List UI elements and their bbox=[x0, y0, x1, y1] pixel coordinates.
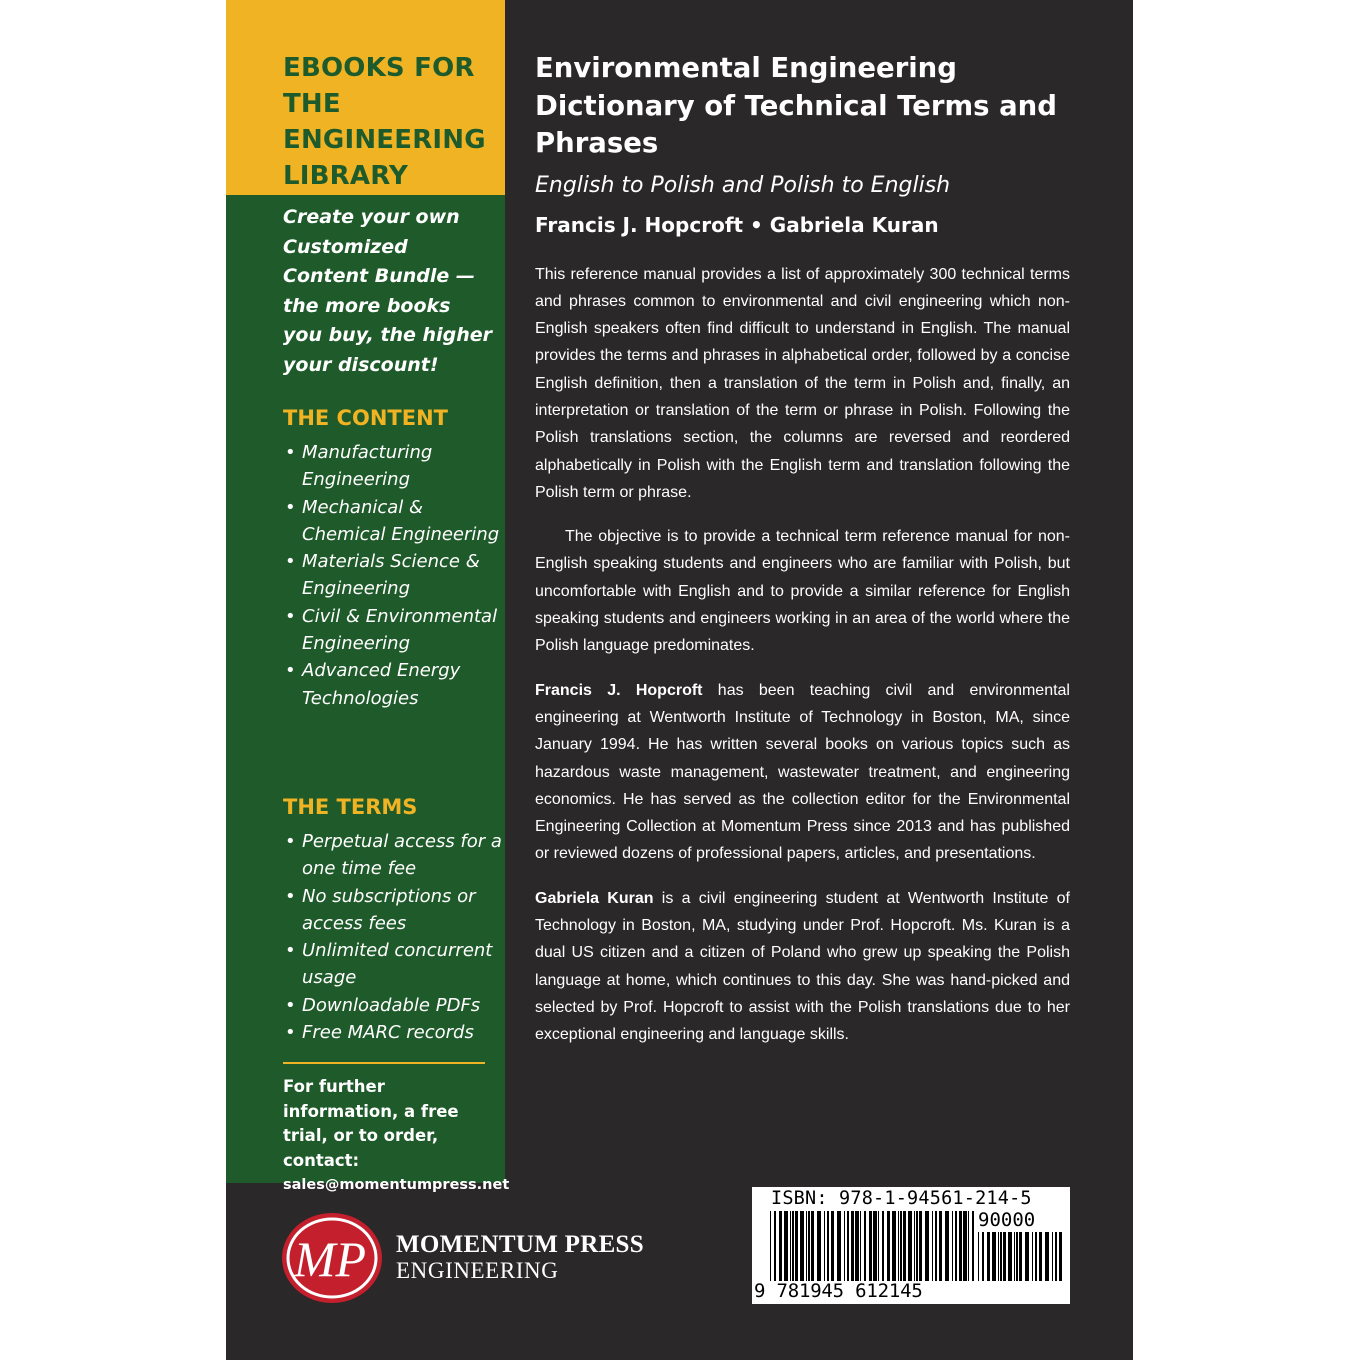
book-subtitle: English to Polish and Polish to English bbox=[535, 172, 951, 198]
barcode-bar bbox=[963, 1211, 967, 1281]
barcode-bar bbox=[774, 1211, 776, 1281]
barcode-bar bbox=[860, 1211, 861, 1281]
barcode-bar bbox=[808, 1211, 810, 1281]
book-title: Environmental Engineering Dictionary of Technical Terms and Phrases bbox=[535, 52, 1057, 159]
barcode-bar bbox=[831, 1211, 834, 1281]
barcode-bar bbox=[837, 1211, 841, 1281]
barcode-bar bbox=[827, 1211, 829, 1281]
barcode-bar bbox=[1052, 1232, 1053, 1281]
author-name: Gabriela Kuran bbox=[535, 889, 654, 907]
barcode-bar bbox=[1016, 1232, 1018, 1281]
content-heading: THE CONTENT bbox=[283, 406, 448, 430]
author-bio bbox=[535, 677, 1070, 868]
barcode-bar bbox=[1035, 1232, 1037, 1281]
barcode-bar bbox=[800, 1211, 804, 1281]
divider bbox=[283, 1062, 485, 1064]
barcode-bar bbox=[1025, 1232, 1029, 1281]
author-name: Francis J. Hopcroft bbox=[535, 681, 703, 699]
barcode-bar bbox=[851, 1211, 854, 1281]
barcode-bar bbox=[1045, 1232, 1049, 1281]
barcode-bar bbox=[817, 1211, 821, 1281]
barcode-bar bbox=[887, 1211, 890, 1281]
promo-header-panel bbox=[226, 0, 505, 195]
logo-letters: MP bbox=[293, 1231, 367, 1287]
barcode-bar bbox=[882, 1211, 884, 1281]
author-bio-text: has been teaching civil and environmental engineering at Wentworth Institute of Technology in Boston, MA, since January 1994. He has written several books on various topics such as hazardous waste management, wastewater treatment, and engineering economics. He has served as the collection editor for the Environmental Engineering Collection at Momentum Press since 2013 and has published or reviewed dozens of professional papers, articles, and presentations. bbox=[535, 681, 1070, 863]
isbn-barcode bbox=[752, 1187, 1070, 1304]
barcode-bar bbox=[847, 1211, 849, 1281]
list-item: • Materials Science & Engineering bbox=[283, 548, 503, 603]
barcode-bar bbox=[903, 1211, 906, 1281]
barcode-bar bbox=[779, 1211, 782, 1281]
barcode-bar bbox=[795, 1211, 798, 1281]
contact-email-link[interactable]: sales@momentumpress.net bbox=[283, 1177, 510, 1193]
barcode-bar bbox=[1019, 1232, 1022, 1281]
description-paragraph: The objective is to provide a technical term reference manual for non-English speaking students and engineers who are familiar with Polish, but uncomfortable with English and to provide a similar reference for English speaking students and engineers working in an area of the world where the Polish language predominates. bbox=[535, 528, 1070, 655]
isbn-text: ISBN: 978-1-94561-214-5 bbox=[771, 1188, 1032, 1209]
contact-text: For further information, a free trial, or to order, contact: bbox=[283, 1077, 459, 1170]
barcode-bar bbox=[864, 1211, 866, 1281]
barcode-bar bbox=[1014, 1232, 1015, 1281]
barcode-bar bbox=[1039, 1232, 1042, 1281]
barcode-bar bbox=[998, 1232, 999, 1281]
ean-number: 9 781945 612145 bbox=[754, 1280, 923, 1302]
barcode-bar bbox=[806, 1211, 807, 1281]
barcode-bar bbox=[869, 1211, 872, 1281]
barcode-bar bbox=[972, 1211, 974, 1281]
barcode-bar bbox=[992, 1232, 996, 1281]
list-item: • Advanced Energy Technologies bbox=[283, 657, 503, 712]
barcode-bar bbox=[916, 1211, 918, 1281]
barcode-bar bbox=[982, 1232, 984, 1281]
barcode-bar bbox=[978, 1232, 979, 1281]
barcode-bar bbox=[968, 1211, 969, 1281]
barcode-bar bbox=[945, 1211, 949, 1281]
barcode-bar bbox=[959, 1211, 962, 1281]
barcode-bar bbox=[1032, 1232, 1033, 1281]
terms-list bbox=[283, 828, 503, 1046]
momentum-press-logo-icon bbox=[280, 1212, 384, 1304]
barcode-bar bbox=[878, 1211, 879, 1281]
barcode-bar bbox=[914, 1211, 915, 1281]
barcode-bar bbox=[955, 1211, 957, 1281]
list-item: • No subscriptions or access fees bbox=[283, 883, 503, 938]
description-paragraph: This reference manual provides a list of approximately 300 technical terms and phrases common to environmental and civil engineering which non-English speakers often find difficult to understand in English. The manual provides the terms and phrases in alphabetical order, followed by a concise English definition, then a translation of the term in Polish and, finally, an interpretation or translation of the term or phrase in Polish. Following the Polish translations section, the columns are reversed and reordered alphabetically in Polish with the English term and translation following the Polish term or phrase. bbox=[535, 265, 1070, 501]
book-authors: Francis J. Hopcroft • Gabriela Kuran bbox=[535, 212, 939, 237]
barcode-bar bbox=[873, 1211, 877, 1281]
barcode-bar bbox=[855, 1211, 859, 1281]
barcode-bar bbox=[919, 1211, 922, 1281]
barcode-bar bbox=[1059, 1232, 1062, 1281]
content-list bbox=[283, 439, 503, 712]
price-code: 90000 bbox=[978, 1209, 1036, 1231]
barcode-bar bbox=[770, 1211, 771, 1281]
author-bio bbox=[535, 885, 1070, 1049]
promo-pitch: Create your own Customized Content Bundle — the more books you buy, the higher your discount! bbox=[283, 206, 492, 376]
publisher-name-line2: ENGINEERING bbox=[396, 1258, 559, 1283]
barcode-bar bbox=[987, 1232, 990, 1281]
barcode-bar bbox=[932, 1211, 933, 1281]
barcode-bar bbox=[939, 1211, 942, 1281]
list-item: • Downloadable PDFs bbox=[283, 992, 503, 1019]
publisher-name-line1: MOMENTUM PRESS bbox=[396, 1231, 644, 1258]
list-item: • Manufacturing Engineering bbox=[283, 439, 503, 494]
book-description bbox=[535, 50, 1070, 1049]
barcode-bar bbox=[784, 1211, 788, 1281]
list-item: • Free MARC records bbox=[283, 1019, 503, 1046]
barcode-bar bbox=[1003, 1232, 1006, 1281]
list-item: • Civil & Environmental Engineering bbox=[283, 603, 503, 658]
promo-sidebar bbox=[226, 195, 510, 1193]
barcode-bar bbox=[1055, 1232, 1057, 1281]
barcode-bar bbox=[790, 1211, 791, 1281]
barcode-bar bbox=[892, 1211, 896, 1281]
barcode-bar bbox=[908, 1211, 912, 1281]
barcode-bar bbox=[811, 1211, 814, 1281]
barcode-bar bbox=[844, 1211, 845, 1281]
description-text bbox=[535, 261, 1070, 1049]
list-item: • Unlimited concurrent usage bbox=[283, 937, 503, 992]
barcode-bar bbox=[1008, 1232, 1012, 1281]
barcode-bar bbox=[824, 1211, 825, 1281]
barcode-bar bbox=[1000, 1232, 1002, 1281]
barcode-bar bbox=[925, 1211, 929, 1281]
barcode-bar bbox=[900, 1211, 902, 1281]
barcode-bar bbox=[952, 1211, 953, 1281]
author-bio-text: is a civil engineering student at Wentworth Institute of Technology in Boston, MA, studying under Prof. Hopcroft. Ms. Kuran is a dual US citizen and a citizen of Poland who grew up speaking the Polish language at home, which continues to this day. She was hand-picked and selected by Prof. Hopcroft to assist with the Polish translations due to her exceptional engineering and language skills. bbox=[535, 889, 1071, 1044]
barcode-bar bbox=[792, 1211, 794, 1281]
publisher-name bbox=[396, 1232, 644, 1284]
promo-title: EBOOKS FOR THE ENGINEERING LIBRARY bbox=[283, 53, 486, 191]
barcode-bar bbox=[898, 1211, 899, 1281]
publisher-logo bbox=[280, 1212, 650, 1304]
list-item: • Mechanical & Chemical Engineering bbox=[283, 494, 503, 549]
contact-block bbox=[283, 1075, 510, 1198]
barcode-bar bbox=[935, 1211, 937, 1281]
back-cover bbox=[226, 0, 1133, 1360]
terms-heading: THE TERMS bbox=[283, 795, 418, 819]
list-item: • Perpetual access for a one time fee bbox=[283, 828, 503, 883]
